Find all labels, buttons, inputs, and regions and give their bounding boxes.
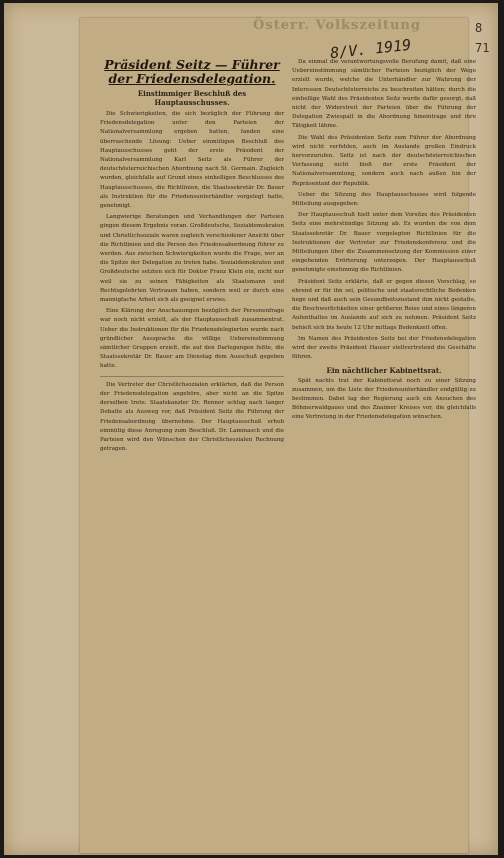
- paragraph: Die Vertreter der Christlichsozialen erklärten, daß die Person der Friedensdelegation angehöre, aber nicht an die Spitze derselben trete. Staatskanzler Dr. Renner schlug nach langer Debatte als Ausweg vor, daß Präsident Seitz die Führung der Friedensabordnung übernehme. Der Hauptausschuß erhob einmütig diese Anregung zum Beschluß. Dr. Lammasch und die Parteien wird den Wünschen der Christlichsozialen Rechnung getragen.: [100, 381, 284, 453]
- paragraph: Präsident Seitz erklärte, daß er gegen diesen Vorschlag, so ehrend er für ihn sei, politische und staatsrechtliche Bedenken hege und daß auch sein Gesundheitszustand ihm nicht gestatte, die Beschwerlichkeiten einer größeren Reise und eines längeren Aufenthaltes im Auslande auf sich zu nehmen. Präsident Seitz behielt sich bis heute 12 Uhr mittags Bedenkzeit offen.: [292, 278, 476, 331]
- corner-number-bottom: 71: [475, 41, 490, 55]
- column-divider: [100, 376, 284, 377]
- paragraph: Der Hauptausschuß hielt unter dem Vorsitze des Präsidenten Seitz eine mehrstündige Sitzung ab. Es wurden die von dem Staatssekretär Dr. Bauer vorgelegten Richtlinien für die Instruktionen der Vertreter zur Friedenskonferenz und die Mitteilungen über die Zusammensetzung der Kommission einer eingehenden Erörterung unterzogen. Der Hauptausschuß genehmigte einstimmig die Richtlinien.: [292, 212, 476, 274]
- handwritten-date: 8/V. 1919: [329, 35, 412, 63]
- article-subtitle: Einstimmiger Beschluß des Hauptausschusses.: [137, 89, 247, 107]
- paragraph: Da einmal die verantwortungsvolle Berufung damit, daß eine Uebereinstimmung sämtlicher Parteien bezüglich der Wege erzielt wurde, welche die Unterhändler zur Wahrung der Interessen Deutschösterreichs zu beschreiten hätten; durch die einhellige Wahl des Präsidenten Seitz wurde dafür gesorgt, daß nicht der Widerstreit der Parteien über die Führung der Delegation Zwiespalt in die Abordnung hineintrage und ihre Tätigkeit lähme.: [292, 59, 476, 130]
- paragraph: Eine Klärung der Anschauungen bezüglich der Personenfrage war noch nicht erzielt, als der Hauptausschuß zusammentrat. Ueber die Instruktionen für die Friedensdelegierten wurde nach gründlicher Aussprache die völlige Uebereinstimmung sämtlicher Gruppen erzielt, die auf den Darlegungen fußte, die Staatssekretär Dr. Bauer am Dienstag dem Ausschuß gegeben hatte.: [100, 308, 284, 370]
- paragraph: Die Wahl des Präsidenten Seitz zum Führer der Abordnung wird nicht verfehlen, auch im Auslande großen Eindruck hervorzurufen. Seitz ist nach der deutschösterreichischen Verfassung nicht bloß der erste Präsident der Nationalversammlung, sondern auch nach außen hin der Repräsentant der Republik.: [292, 134, 476, 187]
- section-heading: Ein nächtlicher Kabinettsrat.: [326, 365, 442, 375]
- left-column: [100, 58, 284, 456]
- right-column: [292, 58, 476, 425]
- paragraph: Spät nachts trat der Kabinettsrat noch zu einer Sitzung zusammen, um die Liste der Friedensunterhändler endgültig zu bestimmen. Dabei lag der Regierung auch ein Ansuchen des Böhmerwaldgaues und des Znaimer Kreises vor, die gleichfalls eine Vertretung in der Friedensdelegation wünschen.: [292, 377, 476, 421]
- paragraph: Die Schwierigkeiten, die sich bezüglich der Führung der Friedensdelegation unter den Parteien der Nationalversammlung ergeben hatten, fanden eine überraschende Lösung: Ueber einmütigen Beschluß des Hauptausschusses geht der erste Präsident der Nationalversammlung Karl Seitz als Führer der deutschösterreichischen Abordnung nach St. Germain. Zugleich wurden, gleichfalls auf Grund eines einhelligen Beschlusses des Hauptausschusses, die Richtlinien, die Staatssekretär Dr. Bauer als Instruktion für die Friedensunterhändler vorgelegt hatte, genehmigt.: [100, 111, 284, 210]
- corner-numbers: [475, 18, 489, 58]
- paragraph: Im Namen des Präsidenten Seitz bei der Friedensdelegation wird der zweite Präsident Hauser stellvertretend die Geschäfte führen.: [292, 335, 476, 361]
- corner-number-top: 8: [475, 21, 483, 35]
- article-title: Präsident Seitz — Führer der Friedensdelegation.: [104, 57, 280, 86]
- newspaper-masthead: Österr. Volkszeitung: [253, 18, 421, 33]
- paragraph: Ueber die Sitzung des Hauptausschusses wird folgende Mitteilung ausgegeben:: [292, 191, 476, 208]
- paragraph: Langwierige Beratungen und Verhandlungen der Parteien gingen diesem Ergebnis voran. Großdeutsche, Sozialdemokraten und Christlichsoziale waren zugleich verschiedener Ansicht über die Richtlinien und die Person des Friedensabordnung führer zu werden. Aus zwischen Schwierigkeiten wurde die Frage, wer an die Spitze der Delegation zu treten habe. Sozialdemokraten und Großdeutsche setzten sich für Doktor Franz Klein ein, nicht nur weil sie zu seinen Fähigkeiten als Staatsmann und Rechtsgelehrten Vertrauen haben, sondern weil er durch eine mannigfache Arbeit sich als geeignet erwies.: [100, 214, 284, 304]
